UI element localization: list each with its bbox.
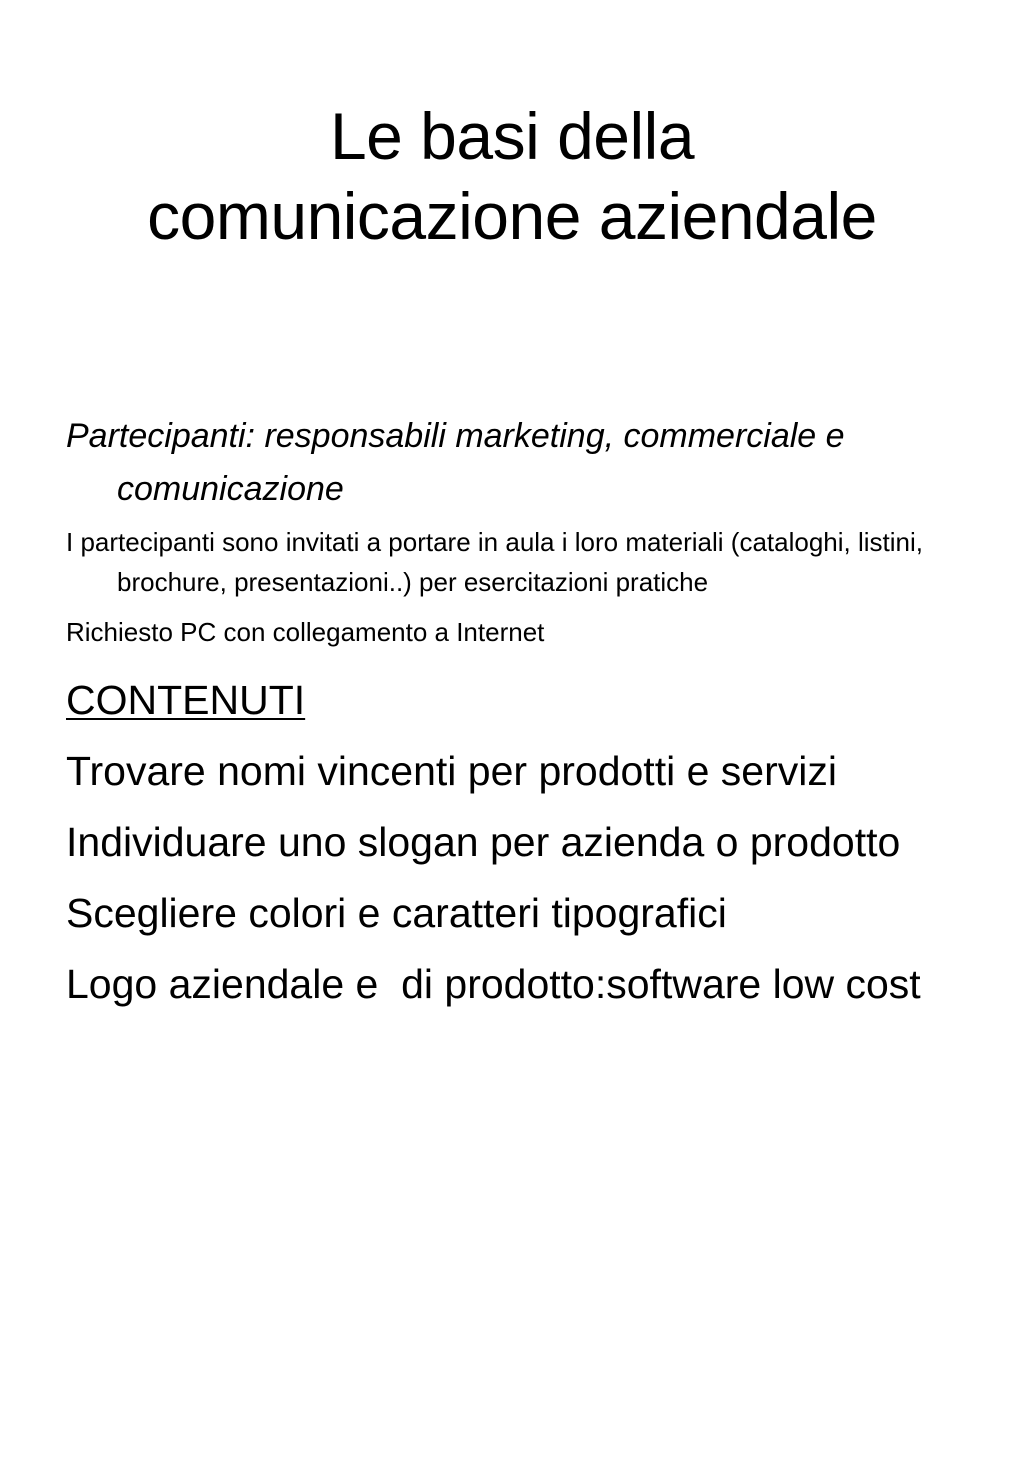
contents-item-logo: Logo aziendale e di prodotto:software low cost [66, 961, 921, 1007]
materials-note: I partecipanti sono invitati a portare in aula i loro materiali (cataloghi, listini, brochure, presentazioni..) per esercitazioni pratiche [66, 527, 923, 597]
contents-heading-label: CONTENUTI [66, 677, 306, 723]
contents-heading [66, 670, 966, 731]
contents-item-names: Trovare nomi vincenti per prodotti e servizi [66, 748, 837, 794]
slide-body [66, 410, 966, 1015]
participants-text: Partecipanti: responsabili marketing, commerciale e comunicazione [66, 417, 864, 508]
contents-item-slogan: Individuare uno slogan per azienda o prodotto [66, 819, 901, 865]
page-title [40, 96, 984, 256]
title-line-2: comunicazione aziendale [147, 179, 877, 253]
title-line-1: Le basi della [329, 99, 695, 173]
contents-item-colors: Scegliere colori e caratteri tipografici [66, 890, 727, 936]
requirement-text: Richiesto PC con collegamento a Internet [66, 617, 545, 647]
